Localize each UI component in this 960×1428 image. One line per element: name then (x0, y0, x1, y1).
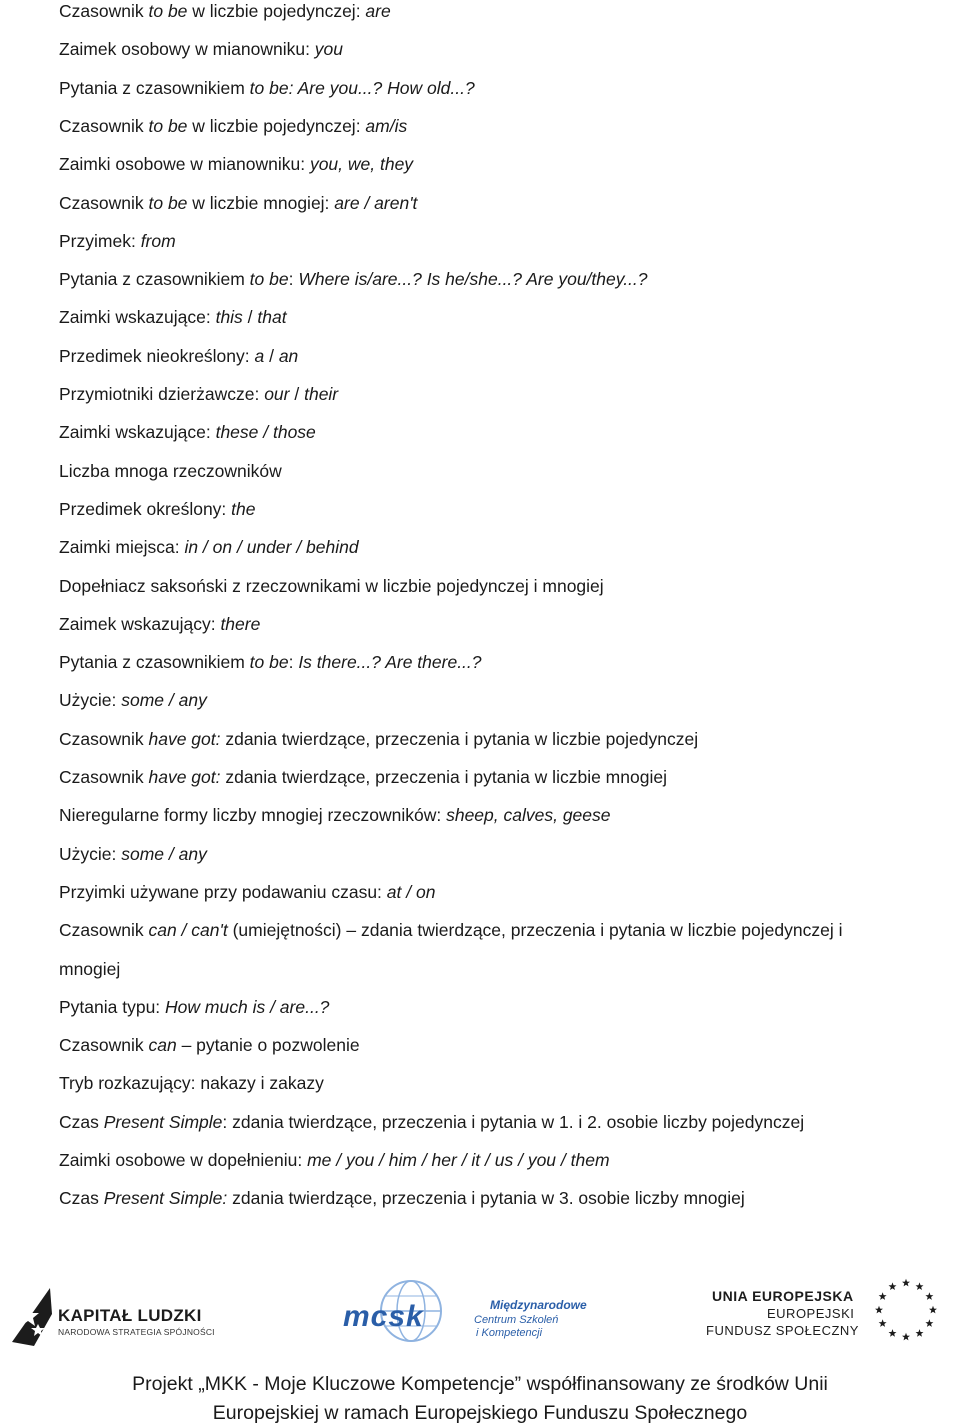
topic-term: an (278, 345, 299, 366)
topic-text: Użycie: (59, 843, 122, 864)
topic-term: there (220, 613, 261, 634)
mcsk-line1: Międzynarodowe (490, 1298, 587, 1312)
topic-term: their (304, 384, 339, 404)
topic-line (59, 728, 698, 750)
topic-line (59, 498, 255, 520)
topic-term: have got: (148, 728, 221, 749)
topic-text: / (289, 384, 305, 404)
topic-term: Is there...? Are there...? (298, 652, 482, 673)
topic-line (59, 1187, 745, 1209)
topic-line (59, 0, 391, 22)
eu-star (925, 1319, 933, 1327)
topic-text: Przymiotniki dzierżawcze: (59, 384, 265, 404)
topic-line (59, 345, 298, 367)
topic-text: / (264, 345, 279, 366)
topic-text: Czasownik (59, 920, 149, 941)
topic-text: Czas (59, 1188, 104, 1209)
topic-text: Czasownik (59, 728, 149, 749)
topic-text: Pytania z czasownikiem (59, 77, 250, 98)
topic-text: Pytania typu: (59, 996, 166, 1017)
topic-term: can / can't (148, 920, 228, 941)
topic-text: w liczbie pojedynczej: (187, 115, 366, 136)
topic-text: Przedimek określony: (59, 498, 232, 519)
eu-logo (0, 1270, 960, 1350)
topic-text: Tryb rozkazujący: nakazy i zakazy (59, 1073, 324, 1094)
topic-text: Zaimki wskazujące: (59, 307, 216, 328)
topic-line (59, 919, 842, 941)
topic-line (59, 689, 207, 711)
eu-star (916, 1329, 924, 1337)
topic-term: Present Simple (103, 1111, 223, 1132)
topic-line (59, 881, 435, 903)
project-line-2: Europejskiej w ramach Europejskiego Funduszu Społecznego (212, 1402, 748, 1424)
topic-text: Zaimki miejsca: (59, 537, 185, 558)
topic-text: : (288, 269, 299, 290)
mcsk-brand-text: mcsk (343, 1300, 424, 1333)
topic-term: me / you / him / her / it / us / you / them (307, 1150, 610, 1170)
topic-line (59, 613, 260, 635)
topic-text: Zaimki wskazujące: (59, 422, 216, 443)
topic-text: Przyimek: (59, 230, 141, 251)
topic-term: this (215, 307, 243, 328)
topic-line (59, 1034, 360, 1056)
topic-line (59, 996, 329, 1018)
topic-term: these / those (215, 422, 316, 443)
topic-text: Czasownik (59, 115, 149, 136)
topic-text: (umiejętności) – zdania twierdzące, przeczenia i pytania w liczbie pojedynczej i (227, 920, 843, 941)
topic-line (59, 268, 648, 290)
topic-line (59, 536, 359, 558)
eu-star (889, 1282, 897, 1290)
topic-line (59, 651, 482, 673)
topic-text: Przyimki używane przy podawaniu czasu: (59, 881, 387, 902)
topic-line (59, 958, 120, 980)
topic-term: am/is (365, 115, 408, 136)
topic-term: are / aren't (334, 192, 418, 213)
topic-text: Czas (59, 1111, 104, 1132)
topic-line (59, 575, 604, 597)
topic-term: some / any (121, 843, 207, 864)
eu-star (929, 1306, 937, 1314)
topic-term: sheep, calves, geese (446, 805, 611, 826)
topic-text: w liczbie pojedynczej: (187, 1, 366, 21)
topic-term: to be (249, 652, 289, 673)
topic-text: Zaimki osobowe w dopełnieniu: (59, 1150, 308, 1170)
topic-line (59, 1149, 610, 1171)
topic-term: Where is/are...? Is he/she...? Are you/they...? (298, 269, 648, 290)
topic-term: Present Simple: (103, 1188, 228, 1209)
eu-star (902, 1333, 910, 1341)
topic-text: zdania twierdzące, przeczenia i pytania w liczbie pojedynczej (220, 728, 699, 749)
topic-term: the (231, 498, 256, 519)
topic-term: to be (148, 1, 188, 21)
topic-line (59, 192, 417, 214)
topic-text: / (242, 307, 258, 328)
topic-term: can (148, 1035, 177, 1056)
topic-line (59, 843, 207, 865)
kapital-ludzki-subtitle: NARODOWA STRATEGIA SPÓJNOŚCI (58, 1327, 215, 1337)
eu-star (925, 1292, 933, 1300)
topic-term: that (257, 307, 287, 328)
topic-term: a (254, 345, 265, 366)
eu-star (916, 1282, 924, 1290)
topic-text: Zaimek wskazujący: (59, 613, 221, 634)
topic-text: Zaimek osobowy w mianowniku: (59, 39, 315, 60)
topic-text: Czasownik (59, 192, 149, 213)
topic-line (59, 460, 282, 482)
topic-term: in / on / under / behind (184, 537, 359, 558)
eu-star (875, 1306, 883, 1314)
topic-term: to be: Are you...? How old...? (249, 77, 475, 98)
topic-text: mnogiej (59, 958, 121, 979)
topic-line (59, 421, 316, 443)
topic-term: you (314, 39, 344, 60)
mcsk-line2: Centrum Szkoleń (474, 1314, 559, 1326)
topic-text: Nieregularne formy liczby mnogiej rzeczowników: (59, 805, 447, 826)
project-line-1: Projekt „MKK - Moje Kluczowe Kompetencje” współfinansowany ze środków Unii (132, 1373, 828, 1395)
topic-term: at / on (386, 881, 436, 902)
topic-text: Przedimek nieokreślony: (59, 345, 255, 366)
topic-line (59, 153, 413, 175)
topic-term: have got: (148, 767, 221, 787)
kapital-ludzki-title: KAPITAŁ LUDZKI (58, 1306, 202, 1325)
topic-text: Pytania z czasownikiem (59, 652, 250, 673)
topic-text: w liczbie mnogiej: (187, 192, 335, 213)
topic-text: Zaimki osobowe w mianowniku: (59, 154, 310, 175)
topic-text: – pytanie o pozwolenie (176, 1035, 360, 1056)
topic-term: you, we, they (309, 154, 414, 175)
topic-text: Czasownik (59, 1, 149, 21)
topic-text: Czasownik (59, 767, 149, 787)
topic-term: some / any (121, 690, 207, 711)
topic-line (59, 1111, 804, 1133)
mcsk-line3: i Kompetencji (476, 1327, 543, 1339)
topic-text: Czasownik (59, 1035, 149, 1056)
topic-text: Dopełniacz saksoński z rzeczownikami w liczbie pojedynczej i mnogiej (59, 575, 604, 596)
eu-star (879, 1319, 887, 1327)
eu-line2: EUROPEJSKI (767, 1306, 855, 1321)
topic-text: Liczba mnoga rzeczowników (59, 460, 282, 481)
eu-star (889, 1329, 897, 1337)
topic-term: are (365, 1, 391, 21)
topic-line (59, 38, 343, 60)
topic-line (59, 1072, 324, 1094)
topic-text: Użycie: (59, 690, 122, 711)
topic-line (59, 230, 176, 252)
topic-text: zdania twierdzące, przeczenia i pytania w liczbie mnogiej (220, 767, 667, 787)
topic-term: our (264, 384, 290, 404)
sponsor-logos (0, 1270, 960, 1350)
topic-term: to be (148, 192, 188, 213)
topic-text: Pytania z czasownikiem (59, 269, 250, 290)
topic-line (59, 383, 338, 405)
topic-term: from (140, 230, 176, 251)
topic-line (59, 77, 475, 99)
topic-line (59, 115, 407, 137)
topic-text: zdania twierdzące, przeczenia i pytania w 3. osobie liczby mnogiej (227, 1188, 745, 1209)
topic-term: to be (249, 269, 289, 290)
topic-line (59, 804, 611, 826)
eu-star (902, 1279, 910, 1287)
eu-star (879, 1292, 887, 1300)
topic-text: : zdania twierdzące, przeczenia i pytania w 1. i 2. osobie liczby pojedynczej (222, 1111, 805, 1132)
topic-line (59, 766, 667, 788)
topic-line (59, 306, 287, 328)
eu-title: UNIA EUROPEJSKA (712, 1288, 854, 1304)
eu-stars-icon (868, 1272, 944, 1348)
topic-term: to be (148, 115, 188, 136)
topic-term: How much is / are...? (165, 996, 330, 1017)
project-footer (0, 1370, 960, 1428)
eu-line3: FUNDUSZ SPOŁECZNY (706, 1323, 859, 1338)
topic-text: : (288, 652, 299, 673)
